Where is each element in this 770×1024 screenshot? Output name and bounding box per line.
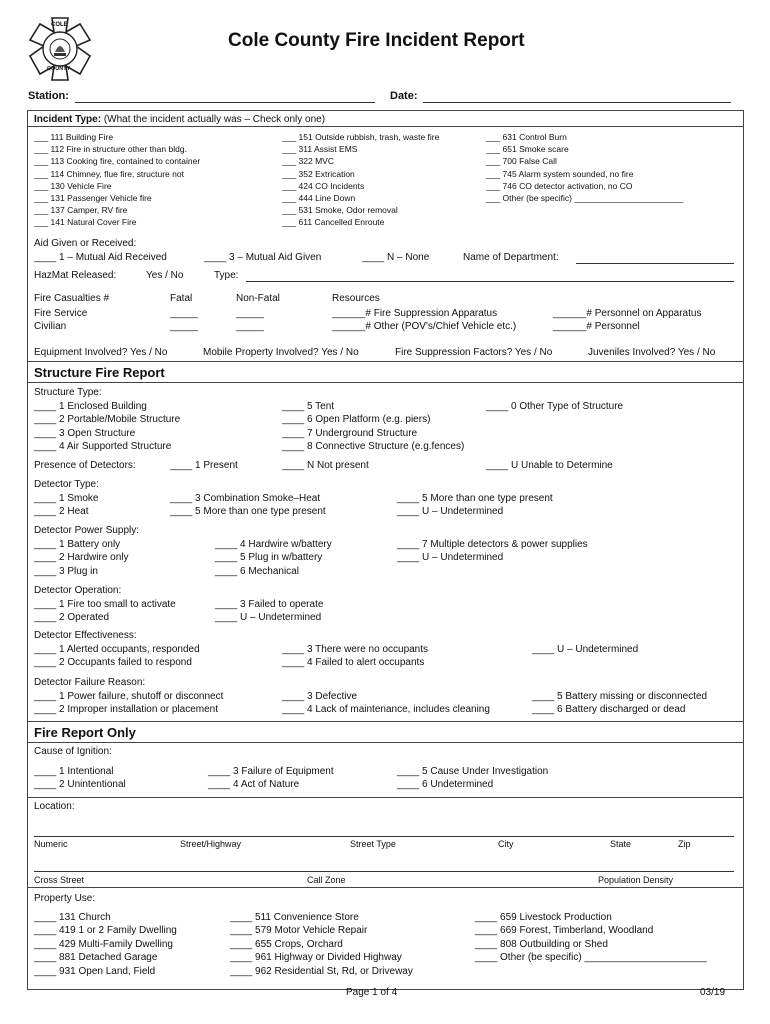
divider: [27, 721, 744, 722]
structure-type-col-3[interactable]: [486, 400, 623, 413]
power-option[interactable]: ____ 2 Hardwire only: [34, 552, 129, 564]
resource-other[interactable]: ______# Other (POV's/Chief Vehicle etc.): [332, 321, 517, 332]
property-option[interactable]: ____ 511 Convenience Store: [230, 912, 359, 923]
property-option[interactable]: ____ 659 Livestock Production: [475, 912, 612, 923]
resource-personnel-apparatus[interactable]: ______# Personnel on Apparatus: [553, 308, 702, 319]
cause-col-3[interactable]: [397, 765, 548, 792]
date-label: Date:: [390, 90, 418, 102]
location-label: Location:: [34, 801, 75, 812]
failure-col-1[interactable]: [34, 690, 223, 717]
incident-option[interactable]: ___ 631 Control Burn: [486, 132, 567, 142]
logo-text-top: COLE: [51, 22, 68, 28]
cause-col-1[interactable]: [34, 765, 126, 792]
property-use-label: Property Use:: [34, 893, 96, 904]
effectiveness-option[interactable]: ____ 3 There were no occupants: [282, 644, 429, 655]
power-col-2[interactable]: [215, 538, 332, 578]
structure-option[interactable]: ____ 5 Tent: [282, 401, 335, 412]
incident-option[interactable]: ___ 352 Extrication: [282, 168, 355, 179]
presence-label: Presence of Detectors:: [34, 460, 136, 471]
divider: [27, 126, 744, 127]
incident-type-heading: [34, 114, 325, 125]
effectiveness-label: Detector Effectiveness:: [34, 630, 137, 641]
detector-type-option[interactable]: ____ 5 More than one type present: [170, 506, 326, 518]
location-field[interactable]: [34, 836, 734, 837]
incident-option[interactable]: ___ 137 Camper, RV fire: [34, 205, 128, 216]
aid-option-none[interactable]: ____ N – None: [362, 252, 430, 263]
incident-option[interactable]: ___ 151 Outside rubbish, trash, waste fire: [282, 132, 440, 142]
property-option[interactable]: ____ 931 Open Land, Field: [34, 965, 156, 977]
incident-option[interactable]: ___ 651 Smoke scare: [486, 144, 569, 155]
cause-option[interactable]: ____ 3 Failure of Equipment: [208, 766, 334, 777]
detector-type-col-2[interactable]: [170, 492, 326, 519]
power-option[interactable]: ____ 3 Plug in: [34, 565, 98, 577]
location-zip-label: Zip: [678, 839, 691, 849]
incident-option[interactable]: ___ 322 MVC: [282, 156, 334, 167]
incident-option[interactable]: ___ 700 False Call: [486, 156, 557, 167]
department-label: Name of Department:: [463, 252, 559, 263]
detector-type-option[interactable]: ____ 2 Heat: [34, 506, 89, 518]
incident-option[interactable]: ___ 531 Smoke, Odor removal: [282, 205, 398, 216]
property-option[interactable]: ____ 419 1 or 2 Family Dwelling: [34, 925, 177, 937]
detector-type-option[interactable]: ____ 3 Combination Smoke–Heat: [170, 493, 321, 504]
suppression-factors[interactable]: Fire Suppression Factors? Yes / No: [395, 347, 553, 358]
fatal-label: Fatal: [170, 293, 193, 304]
operation-option[interactable]: ____ 1 Fire too small to activate: [34, 599, 176, 610]
incident-option[interactable]: ___ 745 Alarm system sounded, no fire: [486, 168, 634, 179]
cause-option[interactable]: ____ 4 Act of Nature: [208, 779, 300, 791]
cause-option[interactable]: ____ 1 Intentional: [34, 766, 114, 777]
page-title: Cole County Fire Incident Report: [228, 30, 525, 51]
effectiveness-col-2[interactable]: [282, 643, 428, 670]
effectiveness-col-3[interactable]: [532, 643, 638, 656]
effectiveness-option[interactable]: ____ 2 Occupants failed to respond: [34, 657, 192, 669]
detector-type-col-1[interactable]: [34, 492, 99, 519]
resource-apparatus[interactable]: ______# Fire Suppression Apparatus: [332, 308, 498, 319]
divider: [27, 797, 744, 798]
power-supply-label: Detector Power Supply:: [34, 525, 140, 536]
cause-option[interactable]: ____ 5 Cause Under Investigation: [397, 766, 549, 777]
property-option[interactable]: ____ 962 Residential St, Rd, or Driveway: [230, 965, 413, 977]
incident-option[interactable]: ___ 424 CO Incidents: [282, 180, 365, 191]
cause-label: Cause of Ignition:: [34, 746, 112, 757]
form-revision-date: 03/19: [700, 987, 726, 998]
fire-report-heading: Fire Report Only: [34, 725, 136, 740]
power-option[interactable]: ____ 5 Plug in w/battery: [215, 552, 323, 564]
cause-option[interactable]: ____ 6 Undetermined: [397, 779, 494, 791]
power-col-1[interactable]: [34, 538, 129, 578]
power-option[interactable]: ____ 7 Multiple detectors & power supplies: [397, 539, 588, 550]
divider: [27, 742, 744, 743]
equipment-involved[interactable]: Equipment Involved? Yes / No: [34, 347, 168, 358]
operation-col-1[interactable]: [34, 598, 176, 625]
operation-col-2[interactable]: [215, 598, 323, 625]
incident-option[interactable]: ___ 111 Building Fire: [34, 132, 114, 142]
cause-option[interactable]: ____ 2 Unintentional: [34, 779, 126, 791]
property-option[interactable]: ____ 579 Motor Vehicle Repair: [230, 925, 368, 937]
property-use-col-3[interactable]: [475, 911, 707, 965]
structure-heading: Structure Fire Report: [34, 365, 165, 380]
casualties-label: Fire Casualties #: [34, 293, 110, 304]
incident-option[interactable]: ___ 113 Cooking fire, contained to container: [34, 156, 201, 167]
structure-type-col-1[interactable]: [34, 400, 180, 454]
operation-option[interactable]: ____ 2 Operated: [34, 612, 110, 624]
juveniles-involved[interactable]: Juveniles Involved? Yes / No: [588, 347, 716, 358]
property-option[interactable]: ____ Other (be specific) ______________________: [475, 952, 707, 964]
effectiveness-option[interactable]: ____ 1 Alerted occupants, responded: [34, 644, 200, 655]
cross-street-field[interactable]: [34, 871, 734, 872]
effectiveness-option[interactable]: ____ U – Undetermined: [532, 644, 639, 655]
incident-col-2[interactable]: [282, 131, 439, 229]
hazmat-type-label: Type:: [214, 270, 239, 281]
location-street-type-label: Street Type: [350, 839, 396, 849]
presence-option[interactable]: ____ 1 Present: [170, 460, 238, 471]
incident-type-label: Incident Type:: [34, 114, 102, 125]
population-density-label: Population Density: [598, 875, 674, 885]
structure-option[interactable]: ____ 4 Air Supported Structure: [34, 441, 172, 453]
incident-col-1[interactable]: [34, 131, 200, 229]
location-state-label: State: [610, 839, 632, 849]
incident-type-hint: (What the incident actually was – Check only one): [103, 114, 326, 125]
failure-col-3[interactable]: [532, 690, 707, 717]
operation-option[interactable]: ____ 3 Failed to operate: [215, 599, 324, 610]
power-option[interactable]: ____ 1 Battery only: [34, 539, 121, 550]
nonfatal-label: Non-Fatal: [236, 293, 280, 304]
incident-option[interactable]: ___ 130 Vehicle Fire: [34, 180, 112, 191]
property-option[interactable]: ____ 429 Multi-Family Dwelling: [34, 938, 173, 950]
incident-option[interactable]: ___ 611 Cancelled Enroute: [282, 217, 385, 228]
aid-option-given[interactable]: ____ 3 – Mutual Aid Given: [204, 252, 322, 263]
structure-option[interactable]: ____ 8 Connective Structure (e.g.fences): [282, 441, 465, 453]
divider: [27, 361, 744, 362]
property-option[interactable]: ____ 808 Outbuilding or Shed: [475, 938, 608, 950]
divider: [27, 382, 744, 383]
failure-col-2[interactable]: [282, 690, 490, 717]
power-col-3[interactable]: [397, 538, 588, 565]
effectiveness-option[interactable]: ____ 4 Failed to alert occupants: [282, 657, 425, 669]
structure-option[interactable]: ____ 2 Portable/Mobile Structure: [34, 414, 181, 426]
mobile-property-involved[interactable]: Mobile Property Involved? Yes / No: [203, 347, 359, 358]
property-use-col-2[interactable]: [230, 911, 413, 978]
call-zone-label: Call Zone: [307, 875, 346, 885]
incident-option[interactable]: ___ 444 Line Down: [282, 193, 356, 204]
department-field[interactable]: [576, 263, 734, 264]
failure-option[interactable]: ____ 6 Battery discharged or dead: [532, 704, 686, 716]
property-option[interactable]: ____ 131 Church: [34, 912, 111, 923]
failure-option[interactable]: ____ 2 Improper installation or placement: [34, 704, 218, 716]
station-label: Station:: [28, 90, 69, 102]
detector-type-option[interactable]: ____ 1 Smoke: [34, 493, 99, 504]
divider: [27, 887, 744, 888]
incident-option[interactable]: ___ 114 Chimney, flue fire, structure not: [34, 168, 184, 179]
property-option[interactable]: ____ 655 Crops, Orchard: [230, 938, 343, 950]
nonfatal-civilian-field[interactable]: _____: [236, 321, 264, 332]
structure-option[interactable]: ____ 1 Enclosed Building: [34, 401, 147, 412]
hazmat-type-field[interactable]: [246, 281, 734, 282]
location-city-label: City: [498, 839, 514, 849]
civilian-label: Civilian: [34, 321, 67, 332]
property-option[interactable]: ____ 881 Detached Garage: [34, 952, 158, 964]
fire-service-label: Fire Service: [34, 308, 88, 319]
structure-option[interactable]: ____ 0 Other Type of Structure: [486, 401, 624, 412]
incident-option[interactable]: ___ 112 Fire in structure other than bldg.: [34, 144, 187, 155]
hazmat-label: HazMat Released:: [34, 270, 117, 281]
failure-option[interactable]: ____ 5 Battery missing or disconnected: [532, 691, 708, 702]
aid-label: Aid Given or Received:: [34, 238, 137, 249]
resources-label: Resources: [332, 293, 380, 304]
station-field[interactable]: [75, 102, 375, 103]
incident-col-3[interactable]: [486, 131, 683, 204]
failure-option[interactable]: ____ 1 Power failure, shutoff or disconnect: [34, 691, 224, 702]
structure-option[interactable]: ____ 7 Underground Structure: [282, 427, 418, 439]
fatal-fire-service-field[interactable]: _____: [170, 308, 198, 319]
detector-type-label: Detector Type:: [34, 479, 99, 490]
hazmat-yes-no[interactable]: Yes / No: [146, 270, 184, 281]
property-option[interactable]: ____ 961 Highway or Divided Highway: [230, 952, 402, 964]
effectiveness-col-1[interactable]: [34, 643, 200, 670]
nonfatal-fire-service-field[interactable]: _____: [236, 308, 264, 319]
operation-option[interactable]: ____ U – Undetermined: [215, 612, 322, 624]
presence-option[interactable]: ____ N Not present: [282, 460, 369, 471]
structure-option[interactable]: ____ 6 Open Platform (e.g. piers): [282, 414, 431, 426]
operation-label: Detector Operation:: [34, 585, 122, 596]
power-option[interactable]: ____ 4 Hardwire w/battery: [215, 539, 332, 550]
location-numeric-label: Numeric: [34, 839, 68, 849]
logo-text-bottom: COUNTY: [47, 66, 71, 72]
detector-type-col-3[interactable]: [397, 492, 553, 519]
incident-option[interactable]: ___ 746 CO detector activation, no CO: [486, 180, 633, 191]
page-number: Page 1 of 4: [346, 987, 398, 998]
resource-personnel[interactable]: ______# Personnel: [553, 321, 640, 332]
detector-type-option[interactable]: ____ U – Undetermined: [397, 506, 504, 518]
detector-type-option[interactable]: ____ 5 More than one type present: [397, 493, 553, 504]
structure-type-col-2[interactable]: [282, 400, 464, 454]
date-field[interactable]: [423, 102, 731, 103]
structure-type-label: Structure Type:: [34, 387, 102, 398]
power-option[interactable]: ____ 6 Mechanical: [215, 565, 299, 577]
cause-col-2[interactable]: [208, 765, 334, 792]
power-option[interactable]: ____ U – Undetermined: [397, 552, 504, 564]
property-use-col-1[interactable]: [34, 911, 177, 978]
incident-option[interactable]: ___ Other (be specific) _______________________: [486, 193, 684, 204]
aid-option-received[interactable]: ____ 1 – Mutual Aid Received: [34, 252, 167, 263]
incident-option[interactable]: ___ 141 Natural Cover Fire: [34, 217, 137, 228]
incident-option[interactable]: ___ 311 Assist EMS: [282, 144, 358, 155]
location-street-label: Street/Highway: [180, 839, 242, 849]
presence-option[interactable]: ____ U Unable to Determine: [486, 460, 613, 471]
incident-option[interactable]: ___ 131 Passenger Vehicle fire: [34, 193, 152, 204]
cross-street-label: Cross Street: [34, 875, 85, 885]
failure-option[interactable]: ____ 3 Defective: [282, 691, 358, 702]
property-option[interactable]: ____ 669 Forest, Timberland, Woodland: [475, 925, 654, 937]
failure-option[interactable]: ____ 4 Lack of maintenance, includes cleaning: [282, 704, 490, 716]
fatal-civilian-field[interactable]: _____: [170, 321, 198, 332]
failure-reason-label: Detector Failure Reason:: [34, 677, 146, 688]
structure-option[interactable]: ____ 3 Open Structure: [34, 427, 136, 439]
